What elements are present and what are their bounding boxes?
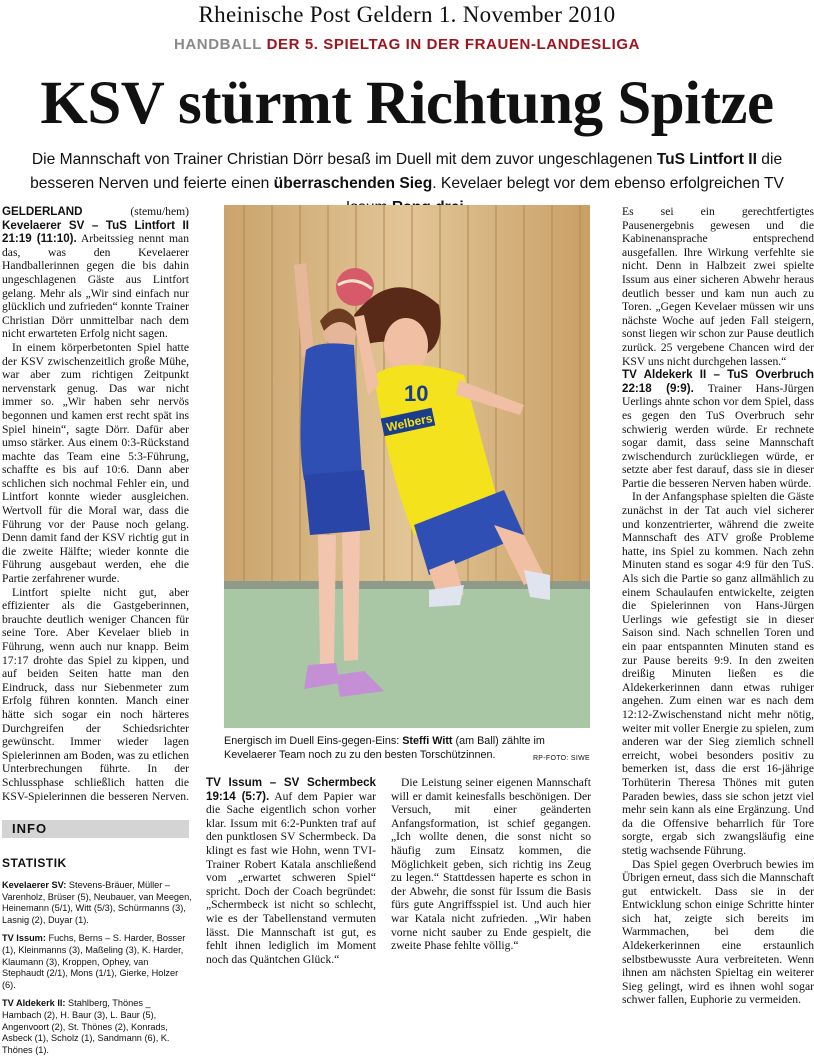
article-paragraph: Die Leistung seiner eigenen Mannschaft will er damit keinesfalls beschönigen. Der Versuch, mit einer geänderten Anfangsformation, ist schief gegangen. „Ich wollte denen, die sonst nicht so häufig zum Einsatz kommen, die Möglichkeit geben, sich richtig ins Zeug zu legen.“ Stattdessen haperte es schon in der Abwehr, die sonst für Issum die Basis fürs gute Angriffsspiel ist. Und auch hier war Katala nicht zufrieden. „Wir haben vorne nicht sauber zu Ende gespielt, die zweite Phase fehlte völlig.“ [391, 776, 591, 953]
statistics-entry [2, 998, 192, 1056]
photo [224, 205, 590, 728]
teaser-text: . Kevelaer belegt vor dem ebenso erfolgreichen TV [432, 175, 784, 192]
statistics-team: TV Aldekerk II: [2, 998, 66, 1009]
statistics-players: Stahlberg, Thönes _ Hambach (2), H. Baur (3), L. Baur (5), Angenvoort (2), St. Thönes (2), Konrads, Asbeck (1), Scholz (1), Sandmann (6), K. Thönes (1). [2, 998, 170, 1055]
article-paragraph [622, 368, 814, 490]
article-paragraph [206, 776, 376, 966]
jersey-number: 10 [404, 381, 429, 406]
jersey-sponsor: Welbers [385, 411, 434, 435]
article-paragraph: Lintfort spielte nicht gut, aber effizienter als die Gastgeberinnen, brauchte deutlich weniger Chancen für seine Tore. Aber Kevelaer blieb in Führung, wenn auch nur knapp. Beim 17:17 drohte das Spiel zu kippen, und auf beiden Seiten hatte man den Eindruck, dass nur Siebenmeter zum Erfolg führen konnten. Manch einer hätte sich sogar ein noch härteres Durchgreifen der Schiedsrichter gewünscht. Immer wieder lagen Spielerinnen am Boden, was zu etlichen Unterbrechungen führte. In der Schlussphase schließlich hatten die KSV-Spielerinnen die besseren Nerven. [2, 585, 189, 803]
caption-name: Steffi Witt [402, 735, 453, 747]
subheading: TV Issum – SV Schermbeck 19:14 (5:7). [206, 776, 376, 803]
info-bar: INFO [2, 820, 189, 838]
subheading: Kevelaerer SV – TuS Lintfort II 21:19 (11:10). [2, 218, 189, 246]
statistics-players: Stevens-Bräuer, Müller – Varenholz, Brüser (5), Neubauer, van Meegen, Heinemann (5/1), Witt (5/3), Schürmanns (3), Lasnig (2), Duyar (1). [2, 880, 192, 925]
headline: KSV stürmt Richtung Spitze [40, 70, 774, 137]
kicker [0, 36, 814, 53]
photo-credit: RP-FOTO: SIWE [532, 754, 590, 762]
statistics-list [2, 880, 192, 1063]
article-column-4 [622, 205, 814, 1049]
paragraph-text: Trainer Hans-Jürgen Uerlings ahnte schon vor dem Spiel, dass es gegen den TuS Overbruch sehr schwierig werden würde. Er rechnete sogar damit, dass seine Mannschaft zwischendurch zurückliegen würde, er setzte aber fest darauf, dass sie in dieser Partie die besseren Nerven haben würde. [622, 381, 814, 490]
paragraph-text: Auf dem Papier war die Sache eigentlich schon vorher klar. Issum mit 6:2-Punkten traf auf den punktlosen SV Schermbeck. Da klingt es fast wie Hohn, wenn TVI-Trainer Robert Katala anschließend vom „erwartet schweren Spiel“ spricht. Doch der Coach begründet: „Schermbeck ist nicht so schlecht, wie es der Tabellenstand vermuten lässt. Die Mannschaft ist gut, es fehlt ihnen lediglich im Moment noch das Quäntchen Glück.“ [206, 789, 376, 966]
photo-caption [224, 735, 590, 765]
teaser-text: Die Mannschaft von Trainer Christian Dörr besaß im Duell mit dem zuvor ungeschlagenen [31, 151, 657, 168]
statistics-title: STATISTIK [2, 856, 67, 870]
article-paragraph: Es sei ein gerechtfertigtes Pausenergebnis gewesen und die Kabinenansprache entsprechend ausgefallen. Ihre Wirkung verfehlte sie nicht. Denn in Halbzeit zwei spielte Issum aus einer sicheren Abwehr heraus deutlich besser und kam nun auch zu Toren. „Gegen Kevelaer müssen wir uns nächste Woche auf jeden Fall steigern, sonst liegen wir schon zur Pause deutlich zurück. 25 vergebene Chancen wird der KSV uns nicht durchgehen lassen.“ [622, 205, 814, 368]
article-column-3 [391, 776, 591, 1046]
statistics-team: Kevelaerer SV: [2, 880, 67, 890]
statistics-entry [2, 933, 192, 991]
subheading: TV Aldekerk II – TuS Overbruch 22:18 (9:9). [622, 368, 814, 395]
statistics-entry [2, 880, 192, 926]
dateline: GELDERLAND [2, 205, 83, 218]
article-column-1 [2, 205, 189, 805]
kicker-subtitle: DER 5. SPIELTAG IN DER FRAUEN-LANDESLIGA [266, 36, 641, 53]
statistics-players: Fuchs, Berns – S. Harder, Bosser (1), Kleinmanns (3), Maßeling (3), K. Harder, Klaumann (3), Kroppen, Ophey, van Stephaudt (2/1), Mons (1/1), Gierke, Holzer (6). [2, 933, 186, 990]
article-paragraph: In einem körperbetonten Spiel hatte der KSV zwischenzeitlich große Mühe, war aber zum richtigen Zeitpunkt nervenstark genug. Das war nicht immer so. „Wir haben sehr nervös begonnen und kamen erst recht spät ins Spiel hinein“, sagte Dörr. Dafür aber umso stärker. Aus einem 0:3-Rückstand machte das Team eine 5:3-Führung, schaffte es bis auf 10:6. Dann aber schlichen sich nochmal Fehler ein, und Lintfort konnte wieder ausgleichen. Wertvoll für die Moral war, dass die Führung vor der Pause noch gelang. Denn damit fand der KSV richtig gut in die zweite Hälfte; wieder konnte die Führung ausgebaut werden, ehe die Partie zerfahrener wurde. [2, 340, 189, 586]
teaser-text: die besseren Nerven und feierte einen [30, 151, 783, 192]
handball-photo [224, 205, 590, 728]
paragraph-text: Arbeitssieg nennt man das, was den Kevelaerer Handballerinnen gegen die bis dahin ungeschlagenen Gäste aus Lintfort gelang. Mehr als „Wir sind einfach nur glücklich und zufrieden“ konnte Trainer Christian Dörr unmittelbar nach dem nicht erwarteten Erfolg nicht sagen. [2, 232, 189, 341]
kicker-category: HANDBALL [173, 36, 262, 53]
article-paragraph: In der Anfangsphase spielten die Gäste zunächst in der Tat auch viel sicherer und konzentrierter, während die zweite Mannschaft des ATV große Probleme hatte, ins Spiel zu kommen. Nach zehn Minuten stand es sogar 4:9 für den TuS. Als sich die Partie so ganz allmählich zu einem Schaulaufen entwickelte, zeigten die Spielerinnen von Hans-Jürgen Uerlings wie gefestigt sie in dieser Saison sind. Nach schnellen Toren und ein paar entspannten Minuten stand es zur Pause bereits 9:9. In den zweiten dreißig Minuten ließen es die Aldekerkerinnen dann etwas ruhiger angehen. Zum einen war es nach dem 12:12-Zwischenstand nicht mehr nötig, weiter mit voller Energie zu spielen, zum anderen war der Sieg ziemlich schnell erreicht, wobei besonders positiv zu bemerken ist, dass die erst 16-jährige Torhüterin Theresa Thönes mit guten Paraden bewies, dass sie schon jetzt viel mehr sein kann als eine Ergänzung. Und da die Offensive beharrlich für Tore sorgte, ergab sich zwangsläufig eine stetig wachsende Führung. [622, 490, 814, 857]
teaser-bold: überraschenden Sieg [273, 175, 433, 192]
caption-text: Energisch im Duell Eins-gegen-Eins: [224, 735, 403, 747]
teaser-bold: TuS Lintfort II [656, 151, 757, 168]
article-paragraph [2, 205, 189, 341]
authors: (stemu/hem) [82, 205, 189, 218]
statistics-team: TV Issum: [2, 933, 46, 944]
caption-text: (am Ball) zählte im Kevelaerer Team noch zu zu den besten Torschützinnen. [224, 735, 545, 761]
article-paragraph: Das Spiel gegen Overbruch bewies im Übrigen erneut, dass sich die Mannschaft gut entwickelt. Dass sie in der Entwicklung schon einige Schritte hinter sich hat, zeigte sich bereits im Warmmachen, bei dem die Aldekerkerinnen eine erstaunlich selbstbewusste Aura verbreiteten. Wenn ihnen am nächsten Spieltag ein weiterer Sieg gelingt, wird es ihnen wohl sogar schwer fallen, Euphorie zu vermeiden. [622, 857, 814, 1007]
article-column-2 [206, 776, 376, 1046]
masthead: Rheinische Post Geldern 1. November 2010 [198, 2, 616, 27]
